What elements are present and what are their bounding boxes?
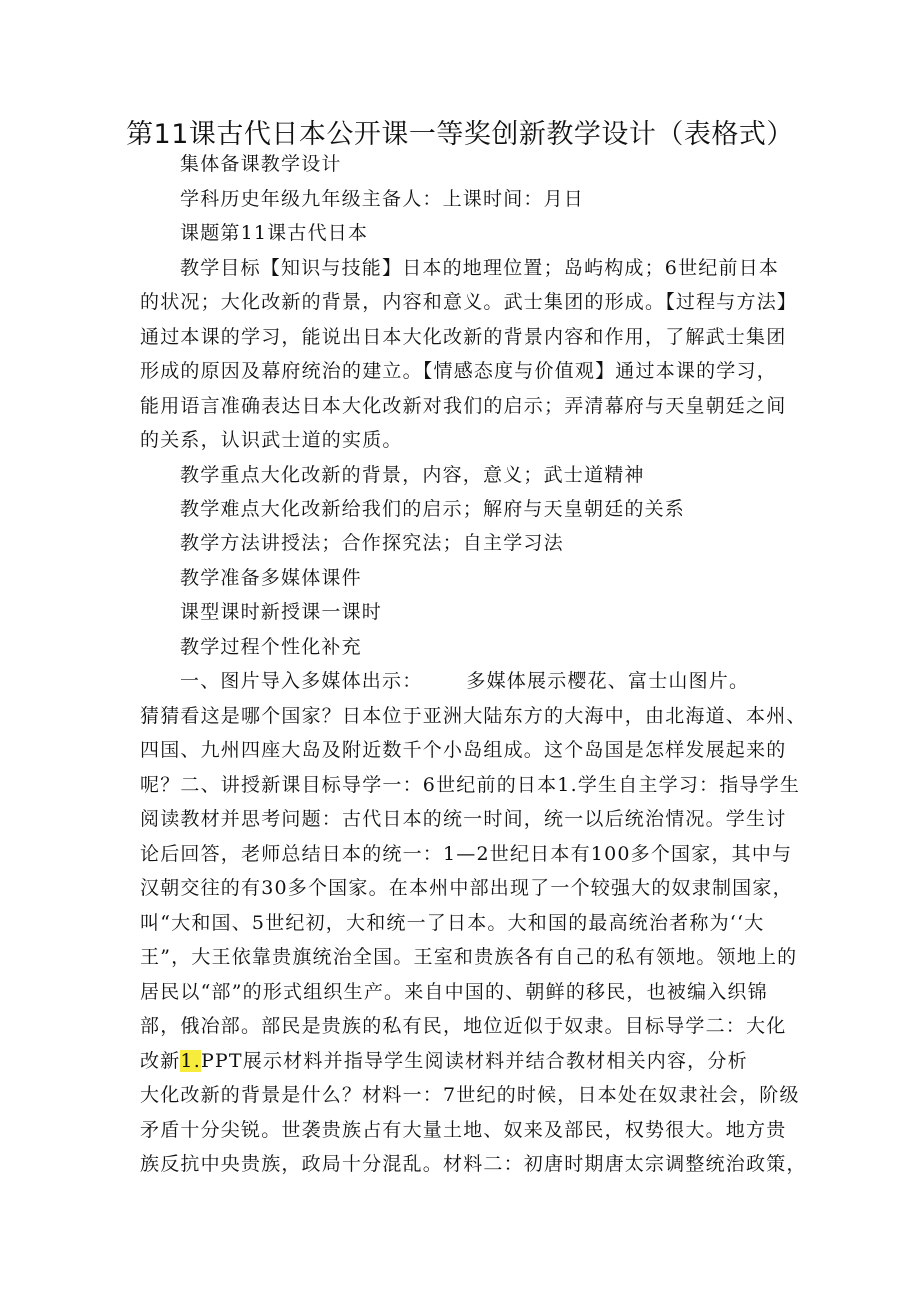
text-line: 教学方法讲授法；合作探究法；自主学习法 [180, 532, 564, 554]
text-line: 居民以“部”的形式组织生产。来自中国的、朝鲜的移民，也被编入织锦 [140, 981, 768, 1003]
text-line [180, 668, 749, 694]
text-line: 课型课时新授课一课时 [180, 601, 383, 623]
text-line: 教学重点大化改新的背景，内容，意义；武士道精神 [180, 464, 645, 486]
text-line: 形成的原因及幕府统治的建立。【情感态度与价值观】通过本课的学习， [140, 360, 777, 382]
text-line: 呢？二、讲授新课目标导学一：6世纪前的日本1.学生自主学习：指导学生 [140, 774, 801, 796]
text-line [140, 1048, 748, 1074]
text-line: 阅读教材并思考问题：古代日本的统一时间，统一以后统治情况。学生讨 [140, 808, 787, 830]
text-line: 教学准备多媒体课件 [180, 567, 362, 589]
text-line: 论后回答，老师总结日本的统一：1—2世纪日本有100多个国家，其中与 [140, 843, 793, 865]
text-segment: 一、图片导入多媒体出示： [180, 670, 423, 692]
text-line: 的关系，认识武士道的实质。 [140, 429, 403, 451]
text-segment: 多媒体展示樱花、富士山图片。 [466, 670, 750, 692]
text-line: 王”，大王依靠贵旗统治全国。王室和贵族各有自己的私有领地。领地上的 [140, 946, 798, 968]
text-line: 通过本课的学习，能说出日本大化改新的背景内容和作用，了解武士集团 [140, 326, 787, 348]
document-title: 第11课古代日本公开课一等奖创新教学设计（表格式） [126, 119, 794, 150]
text-line: 教学难点大化改新给我们的启示；解府与天皇朝廷的关系 [180, 498, 686, 520]
text-line: 教学过程个性化补充 [180, 636, 362, 658]
text-line: 族反抗中央贵族，政局十分混乱。材料二：初唐时期唐太宗调整统治政策， [140, 1153, 807, 1175]
text-line: 部，俄冶部。部民是贵族的私有民，地位近似于奴隶。目标导学二：大化 [140, 1015, 787, 1037]
text-line: 能用语言准确表达日本大化改新对我们的启示；弄清幕府与天皇朝廷之间 [140, 395, 787, 417]
text-line: 四国、九州四座大岛及附近数千个小岛组成。这个岛国是怎样发展起来的 [140, 739, 787, 761]
text-line: 叫“大和国、5世纪初，大和统一了日本。大和国的最高统治者称为‘‘大 [140, 912, 765, 934]
text-line: 大化改新的背景是什么？材料一：7世纪的时候，日本处在奴隶社会，阶级 [140, 1084, 800, 1106]
text-line: 学科历史年级九年级主备人：上课时间：月日 [180, 188, 585, 210]
text-line: 矛盾十分尖锐。世袭贵族占有大量土地、奴来及部民，权势很大。地方贵 [140, 1119, 787, 1141]
text-line: 汉朝交往的有30多个国家。在本州中部出现了一个较强大的奴隶制国家， [140, 877, 793, 899]
text-line: 集体备课教学设计 [180, 153, 342, 175]
text-line: 教学目标【知识与技能】日本的地理位置；岛屿构成；6世纪前日本 [180, 257, 780, 279]
text-segment: PPT展示材料并指导学生阅读材料并结合教材相关内容，分析 [200, 1050, 748, 1072]
text-line: 课题第11课古代日本 [180, 222, 369, 244]
highlighted-text: 1. [180, 1050, 201, 1072]
text-line: 猜猜看这是哪个国家？日本位于亚洲大陆东方的大海中，由北海道、本州、 [140, 705, 807, 727]
text-segment: 改新 [140, 1050, 181, 1072]
text-line: 的状况；大化改新的背景，内容和意义。武士集团的形成。【过程与方法】 [140, 291, 798, 313]
